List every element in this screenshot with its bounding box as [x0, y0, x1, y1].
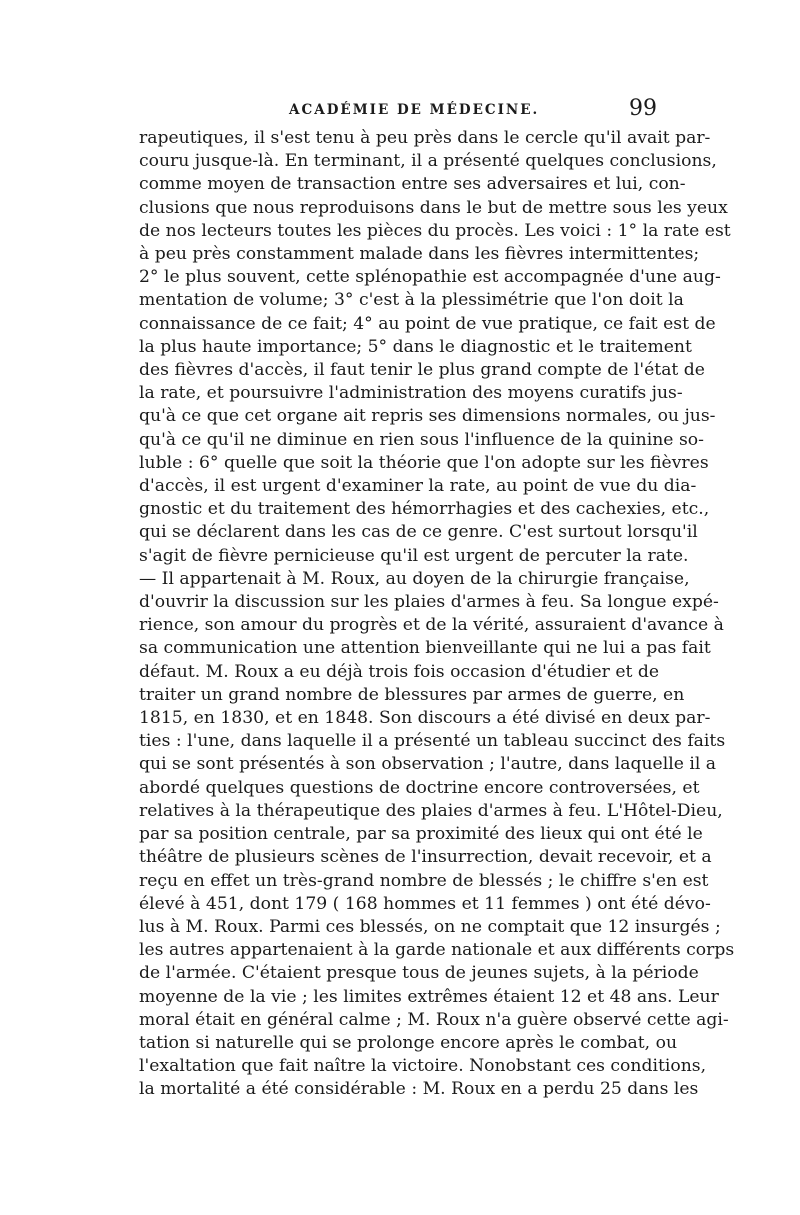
text-line: rience, son amour du progrès et de la vérité, assuraient d'avance à: [139, 615, 724, 636]
text-line: élevé à 451, dont 179 ( 168 hommes et 11 femmes ) ont été dévo-: [139, 893, 711, 914]
text-line: d'ouvrir la discussion sur les plaies d'armes à feu. Sa longue expé-: [139, 592, 719, 613]
text-line: moral était en général calme ; M. Roux n'a guère observé cette agi-: [139, 1009, 729, 1030]
text-line: abordé quelques questions de doctrine encore controversées, et: [139, 777, 700, 798]
text-line: qui se sont présentés à son observation ; l'autre, dans laquelle il a: [139, 754, 717, 775]
running-head: [139, 98, 659, 128]
text-line: relatives à la thérapeutique des plaies d'armes à feu. L'Hôtel-Dieu,: [139, 800, 723, 821]
text-line: qu'à ce qu'il ne diminue en rien sous l'influence de la quinine so-: [139, 429, 704, 450]
body-text: [139, 127, 735, 1102]
text-line: tation si naturelle qui se prolonge encore après le combat, ou: [139, 1032, 678, 1053]
text-line: qui se déclarent dans les cas de ce genre. C'est surtout lorsqu'il: [139, 522, 698, 543]
text-line: — Il appartenait à M. Roux, au doyen de la chirurgie française,: [139, 568, 690, 589]
text-line: d'accès, il est urgent d'examiner la rate, au point de vue du dia-: [139, 476, 697, 497]
text-line: à peu près constamment malade dans les fièvres intermittentes;: [139, 244, 700, 265]
text-line: traiter un grand nombre de blessures par armes de guerre, en: [139, 684, 685, 705]
text-line: lus à M. Roux. Parmi ces blessés, on ne comptait que 12 insurgés ;: [139, 916, 721, 937]
text-line: par sa position centrale, par sa proximité des lieux qui ont été le: [139, 824, 703, 845]
page-number: 99: [629, 96, 657, 121]
text-line: clusions que nous reproduisons dans le but de mettre sous les yeux: [139, 197, 728, 218]
text-line: la plus haute importance; 5° dans le diagnostic et le traitement: [139, 336, 692, 357]
text-line: qu'à ce que cet organe ait repris ses dimensions normales, ou jus-: [139, 406, 716, 427]
text-line: 2° le plus souvent, cette splénopathie est accompagnée d'une aug-: [139, 267, 721, 288]
text-line: moyenne de la vie ; les limites extrêmes étaient 12 et 48 ans. Leur: [139, 986, 719, 1007]
text-line: connaissance de ce fait; 4° au point de vue pratique, ce fait est de: [139, 313, 716, 334]
text-line: rapeutiques, il s'est tenu à peu près dans le cercle qu'il avait par-: [139, 128, 711, 148]
text-line: la rate, et poursuivre l'administration des moyens curatifs jus-: [139, 383, 683, 404]
text-line: les autres appartenaient à la garde nationale et aux différents corps: [139, 940, 735, 961]
text-line: comme moyen de transaction entre ses adversaires et lui, con-: [139, 174, 686, 195]
text-line: mentation de volume; 3° c'est à la plessimétrie que l'on doit la: [139, 290, 684, 311]
running-head-title: ACADÉMIE DE MÉDECINE.: [289, 102, 540, 118]
text-line: couru jusque-là. En terminant, il a présenté quelques conclusions,: [139, 151, 717, 172]
text-line: gnostic et du traitement des hémorrhagies et des cachexies, etc.,: [139, 499, 710, 520]
text-line: des fièvres d'accès, il faut tenir le plus grand compte de l'état de: [139, 360, 705, 381]
text-line: reçu en effet un très-grand nombre de blessés ; le chiffre s'en est: [139, 870, 709, 891]
text-line: théâtre de plusieurs scènes de l'insurrection, devait recevoir, et a: [139, 847, 712, 868]
text-line: défaut. M. Roux a eu déjà trois fois occasion d'étudier et de: [139, 661, 660, 682]
text-line: 1815, en 1830, et en 1848. Son discours a été divisé en deux par-: [139, 708, 711, 729]
text-line: ties : l'une, dans laquelle il a présenté un tableau succinct des faits: [139, 731, 726, 752]
text-line: l'exaltation que fait naître la victoire. Nonobstant ces conditions,: [139, 1056, 707, 1077]
text-line: la mortalité a été considérable : M. Roux en a perdu 25 dans les: [139, 1079, 699, 1100]
text-line: sa communication une attention bienveillante qui ne lui a pas fait: [139, 638, 711, 659]
text-line: de nos lecteurs toutes les pièces du procès. Les voici : 1° la rate est: [139, 220, 731, 241]
text-line: luble : 6° quelle que soit la théorie que l'on adopte sur les fièvres: [139, 452, 709, 473]
text-line: de l'armée. C'étaient presque tous de jeunes sujets, à la période: [139, 963, 699, 984]
text-line: s'agit de fièvre pernicieuse qu'il est urgent de percuter la rate.: [139, 545, 689, 566]
